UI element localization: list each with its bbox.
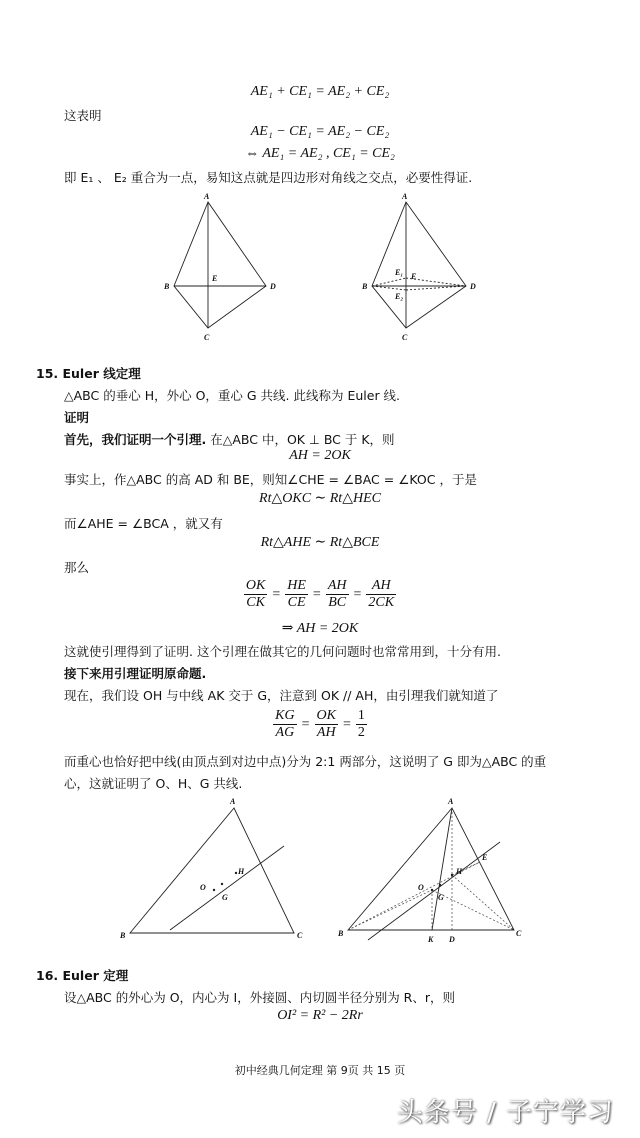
text-then: 那么 — [64, 560, 90, 575]
text-euler-line-statement: △ABC 的垂心 H，外心 O，重心 G 共线. 此线称为 Euler 线. — [64, 388, 401, 403]
equation-similar-1: Rt△OKC ∼ Rt△HEC — [259, 491, 381, 506]
text-lemma-intro-bold: 首先，我们证明一个引理. — [64, 432, 207, 447]
figure-quad-left — [174, 202, 266, 328]
equation-ratio-kg-ag: $\frac{KG}{AG}$ = $\frac{OK}{AH}$ = $\frac{1}{2}$ — [275, 708, 365, 740]
text-lemma-done: 这就使引理得到了证明. 这个引理在做其它的几何问题时也常常用到，十分有用. — [64, 644, 501, 659]
text-lemma-intro-rest: 在△ABC 中，OK ⊥ BC 于 K，则 — [206, 432, 395, 447]
text-lemma-intro — [64, 430, 395, 448]
text-altitudes: 事实上，作△ABC 的高 AD 和 BE，则知∠CHE = ∠BAC = ∠KOC ，于是 — [64, 472, 477, 487]
label-r-k: K — [428, 935, 434, 944]
label-r-o: O — [418, 883, 424, 892]
equation-ae-diff: AE₁ − CE₁ = AE₂ − CE₂ — [250, 124, 390, 139]
label-l-o: O — [200, 883, 206, 892]
label-left-c: C — [204, 333, 210, 342]
equation-ah-result: ⇒ AH = 2OK — [281, 621, 359, 636]
section-heading-euler-theorem: 16. Euler 定理 — [36, 968, 129, 983]
text-euler-theorem-statement: 设△ABC 的外心为 O，内心为 I，外接圆、内切圆半径分别为 R、r，则 — [64, 990, 455, 1005]
equation-ae-sum: AE₁ + CE₁ = AE₂ + CE₂ — [250, 84, 390, 99]
figure-triangle-right — [348, 808, 514, 940]
equation-ah-2ok: AH = 2OK — [289, 448, 351, 463]
fraction-ok-ah: $\frac{OK}{AH}$ — [316, 708, 336, 740]
label-l-g: G — [222, 893, 228, 902]
figure-quad-right — [372, 202, 466, 328]
equation-similar-2: Rt△AHE ∼ Rt△BCE — [260, 535, 380, 550]
label-r-d: D — [449, 935, 455, 944]
fraction-ah-2ck: $\frac{AH}{2CK}$ — [368, 578, 395, 610]
text-angle-ahe: 而∠AHE = ∠BCA ，就又有 — [64, 516, 223, 531]
label-r-h: H — [456, 867, 463, 876]
label-r-a: A — [448, 797, 454, 806]
label-right-c: C — [402, 333, 408, 342]
fraction-ah-bc: $\frac{AH}{BC}$ — [327, 578, 347, 610]
label-left-b: B — [164, 282, 170, 291]
text-proof-label: 证明 — [64, 410, 90, 425]
figure-euler-line — [0, 790, 640, 950]
text-next-step: 接下来用引理证明原命题. — [64, 666, 207, 681]
text-centroid-1: 而重心也恰好把中线(由顶点到对边中点)分为 2:1 两部分，这说明了 G 即为△ABC 的重 — [64, 754, 547, 769]
text-centroid-2: 心，这就证明了 O、H、G 共线. — [64, 776, 243, 791]
label-right-a: A — [402, 192, 408, 201]
text-coincide-conclusion: 即 E₁ 、 E₂ 重合为一点，易知这点就是四边形对角线之交点，必要性得证. — [64, 170, 473, 185]
label-r-c: C — [516, 929, 522, 938]
fraction-kg-ag: $\frac{KG}{AG}$ — [275, 708, 295, 740]
label-right-b: B — [362, 282, 368, 291]
equation-oi-squared: OI² = R² − 2Rr — [277, 1008, 363, 1023]
label-left-a: A — [204, 192, 210, 201]
label-l-a: A — [230, 797, 236, 806]
text-this-shows: 这表明 — [64, 108, 102, 123]
label-right-e1: E₁ — [395, 268, 404, 277]
label-r-b: B — [338, 929, 344, 938]
figure-triangle-left — [130, 808, 294, 933]
watermark: 头条号 / 子宁学习 — [396, 1098, 614, 1128]
label-left-e: E — [212, 274, 218, 283]
label-r-g: G — [438, 893, 444, 902]
label-right-e2: E₂ — [395, 292, 404, 301]
page-footer: 初中经典几何定理 第 9页 共 15 页 — [234, 1064, 406, 1077]
label-right-e: E — [411, 272, 417, 281]
label-left-d: D — [270, 282, 276, 291]
equation-equivalence: ⇔ AE₁ = AE₂ , CE₁ = CE₂ — [245, 146, 395, 161]
fraction-he-ce: $\frac{HE}{CE}$ — [287, 578, 306, 610]
label-l-h: H — [238, 867, 245, 876]
equation-fraction-chain: $\frac{OK}{CK}$ = $\frac{HE}{CE}$ = $\frac{AH}{BC}$ = $\frac{AH}{2CK}$ — [245, 578, 395, 610]
label-l-b: B — [120, 931, 126, 940]
figure-quadrilaterals — [0, 190, 640, 350]
label-r-e: E — [482, 853, 488, 862]
section-heading-euler-line: 15. Euler 线定理 — [36, 366, 141, 381]
label-l-c: C — [297, 931, 303, 940]
label-right-d: D — [470, 282, 476, 291]
fraction-one-half: $\frac{1}{2}$ — [357, 708, 365, 740]
fraction-ok-ck: $\frac{OK}{CK}$ — [245, 578, 266, 610]
text-oh-median: 现在，我们设 OH 与中线 AK 交于 G，注意到 OK // AH，由引理我们就知道了 — [64, 688, 499, 703]
